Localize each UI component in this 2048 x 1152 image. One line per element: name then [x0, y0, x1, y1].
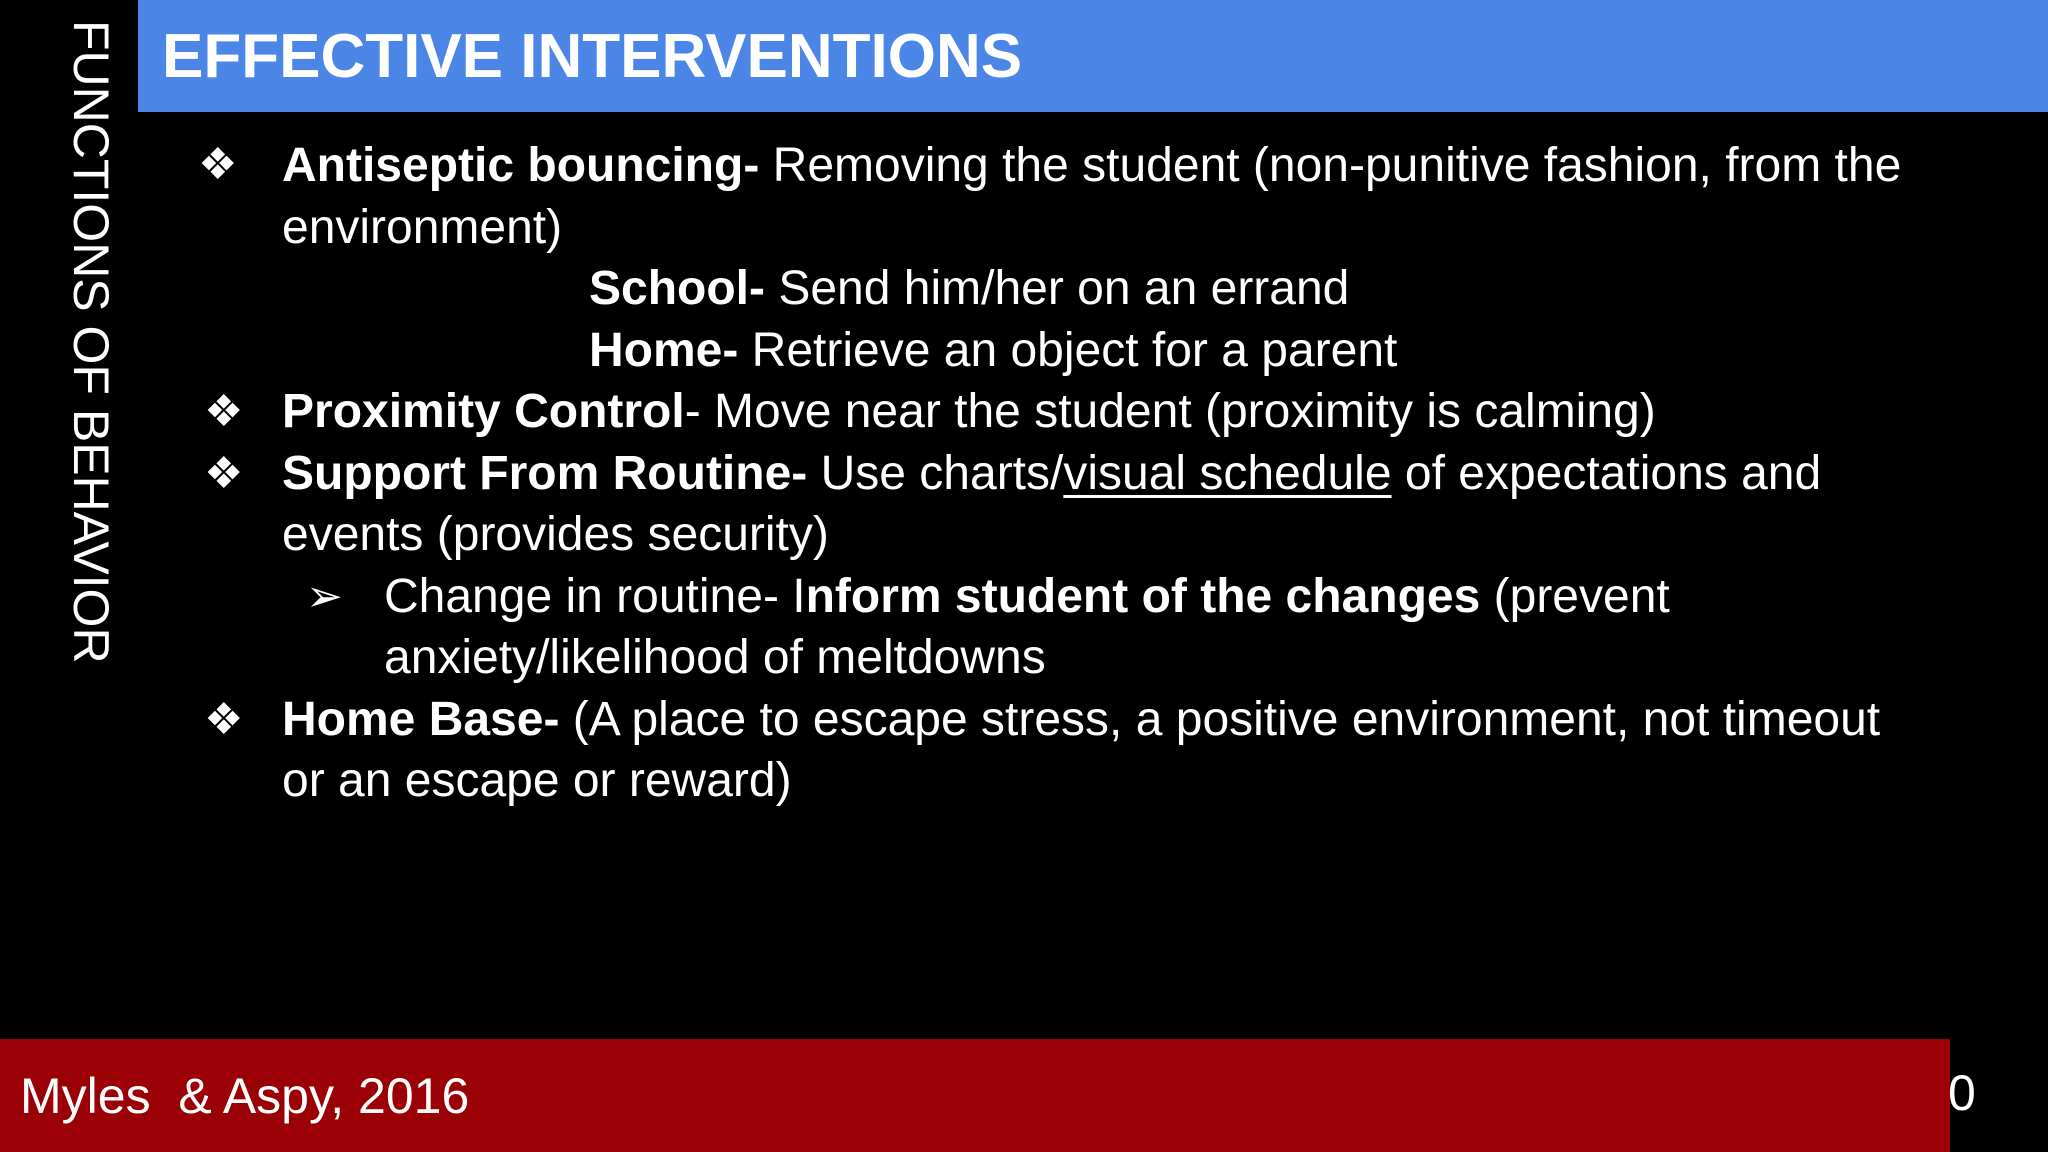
example-text: Send him/her on an errand: [765, 262, 1350, 315]
footer-bar: [0, 1039, 1950, 1152]
diamond-bullet-icon: ❖: [204, 695, 244, 744]
bullet-text: of expectations and: [1391, 447, 1822, 500]
side-section-label: FUNCTIONS OF BEHAVIOR: [63, 20, 119, 664]
bullet-text: - Move near the student (proximity is calming): [684, 385, 1656, 438]
example-term: School-: [589, 262, 765, 315]
example-text: Retrieve an object for a parent: [738, 324, 1398, 377]
sub-bullet-text: (prevent: [1480, 570, 1670, 623]
sub-bullet-continuation: anxiety/likelihood of meltdowns: [384, 631, 1046, 684]
sub-bullet-text: Change in routine- I: [384, 570, 806, 623]
bullet-continuation: or an escape or reward): [282, 754, 792, 807]
bullet-support-from-routine: [282, 443, 1821, 505]
bullet-text: Removing the student (non-punitive fashion, from the: [759, 139, 1902, 192]
diamond-bullet-icon: ❖: [204, 387, 244, 436]
bullet-term: Antiseptic bouncing-: [282, 139, 760, 192]
visual-schedule-link[interactable]: visual schedule: [1063, 447, 1392, 500]
diamond-bullet-icon: ❖: [204, 449, 244, 498]
diamond-bullet-icon: ❖: [198, 140, 238, 189]
citation: Myles & Aspy, 2016: [20, 1068, 470, 1124]
bullet-continuation: environment): [282, 201, 563, 254]
bullet-antiseptic-bouncing: [282, 135, 1901, 197]
bullet-term: Proximity Control: [282, 385, 685, 438]
example-term: Home-: [589, 324, 739, 377]
slide-title: EFFECTIVE INTERVENTIONS: [162, 22, 1023, 91]
example-school: [589, 258, 1349, 320]
bullet-term: Support From Routine-: [282, 447, 808, 500]
bullet-home-base: [282, 689, 1880, 751]
bullet-proximity-control: [282, 381, 1656, 443]
arrowhead-bullet-icon: ➢: [306, 572, 343, 621]
page-number: 0: [1948, 1065, 1976, 1121]
sub-bullet-change-in-routine: [384, 566, 1670, 628]
example-home: [589, 320, 1397, 382]
bullet-text: Use charts/: [807, 447, 1064, 500]
bullet-continuation: events (provides security): [282, 508, 829, 561]
bullet-term: Home Base-: [282, 693, 560, 746]
bullet-text: (A place to escape stress, a positive environment, not timeout: [559, 693, 1881, 746]
sub-bullet-emphasis: nform student of the changes: [805, 570, 1481, 623]
